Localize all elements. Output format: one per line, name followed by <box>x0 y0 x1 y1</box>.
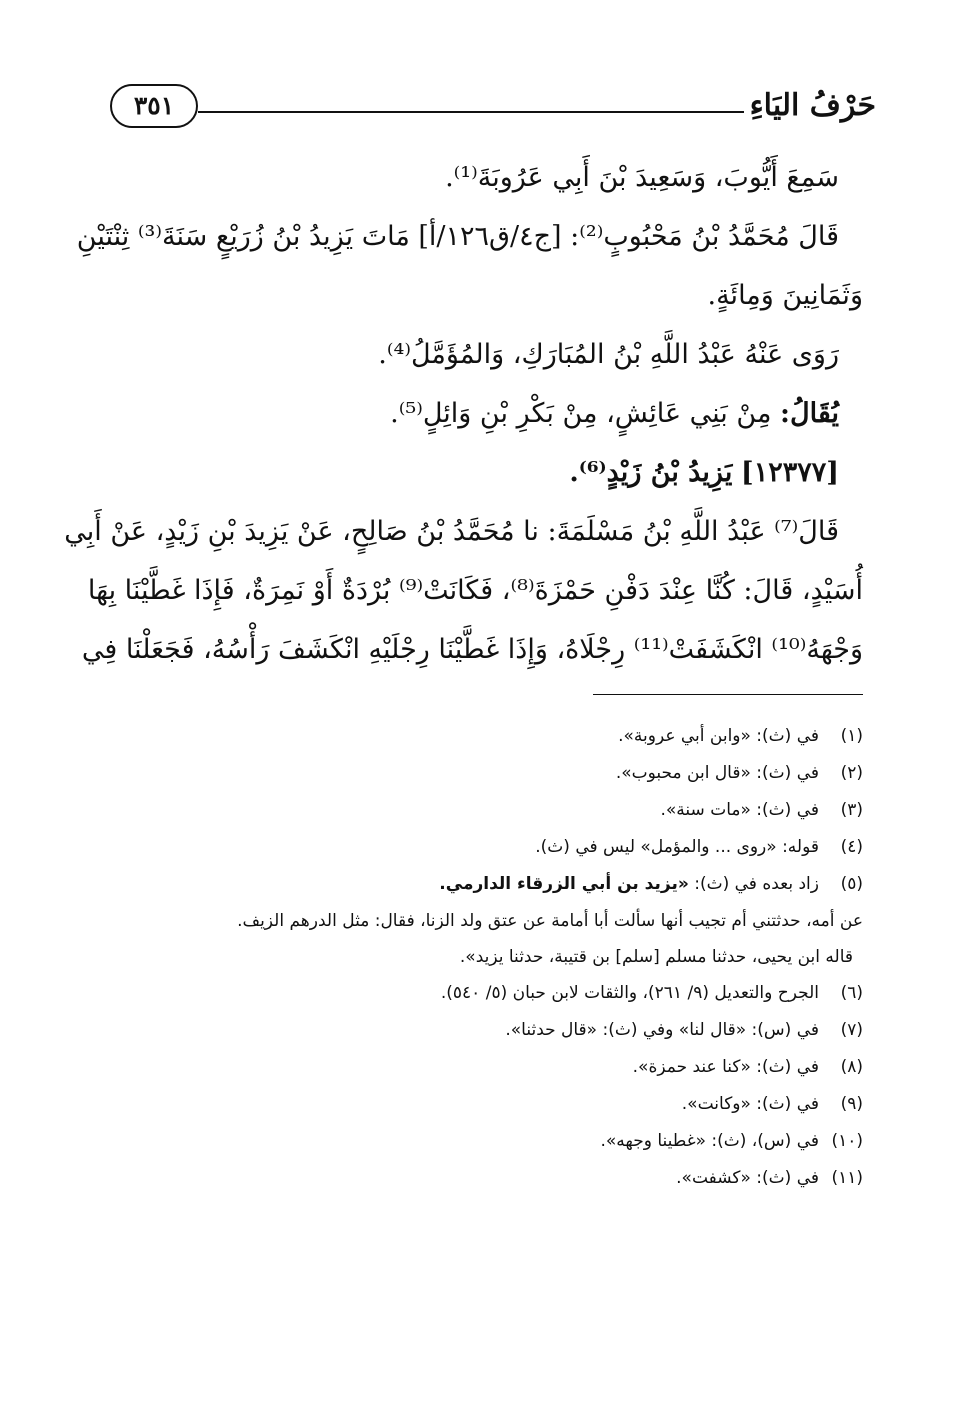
footnote-text: في (ث): «قال ابن محبوب». <box>615 763 819 783</box>
footnote-text: زاد بعده في (ث): <box>694 874 819 894</box>
running-header <box>110 84 876 132</box>
text-line-3: وَثَمَانِينَ وَمِائَةٍ. <box>707 280 863 311</box>
footnote-text: في (س): «قال لنا» وفي (ث): «قال حدثنا». <box>505 1020 819 1040</box>
footnote-7 <box>111 1012 863 1049</box>
footnotes <box>111 718 863 1197</box>
footnote-number: (٤) <box>840 837 863 857</box>
footnote-5 <box>111 866 863 903</box>
footnote-separator <box>593 694 863 695</box>
footnote-3 <box>111 792 863 829</box>
footnote-number: (٨) <box>840 1057 863 1077</box>
footnote-number: (٢) <box>840 763 863 783</box>
footnote-text: الجرح والتعديل (٩/ ٢٦١)، والثقات لابن حبان (٥/ ٥٤٠). <box>440 983 819 1003</box>
text-line-4: رَوَى عَنْهُ عَبْدُ اللَّهِ بْنُ المُبَارَكِ، وَالمُؤَمَّلُ⁽⁴⁾. <box>378 339 839 370</box>
footnote-text: في (ث): «وابن أبي عروبة». <box>618 726 819 746</box>
footnote-5-continuation-2: قاله ابن يحيى، حدثنا مسلم [سلم] بن قتيبة، حدثنا يزيد». <box>459 947 853 967</box>
footnote-6 <box>111 975 863 1012</box>
footnote-11 <box>111 1160 863 1197</box>
footnote-number: (٥) <box>840 874 863 894</box>
footnote-5-continuation: عن أمه، حدثتني أم تجيب أنها سألت أبا أمامة عن عتق ولد الزنا، فقال: مثل الدرهم الزيف. <box>237 911 863 931</box>
footnote-4 <box>111 829 863 866</box>
page-number: ٣٥١ <box>110 84 198 128</box>
footnote-text: في (ث): «وكانت». <box>681 1094 819 1114</box>
entry-number: [١٢٣٧٧] <box>740 457 839 488</box>
main-text <box>64 148 863 679</box>
footnote-number: (٩) <box>840 1094 863 1114</box>
text-line-7: قَالَ⁽⁷⁾ عَبْدُ اللَّهِ بْنُ مَسْلَمَةَ: نا مُحَمَّدُ بْنُ صَالِحٍ، عَنْ يَزِيدَ بْنِ زَيْدٍ، عَنْ أَبِي <box>64 516 839 547</box>
entry-name: يَزِيدُ بْنُ زَيْدٍ⁽⁶⁾. <box>569 457 733 488</box>
footnote-number: (٦) <box>840 983 863 1003</box>
yuqal-label: يُقَالُ: <box>780 398 839 429</box>
entry-heading <box>111 443 863 502</box>
footnote-number: (٧) <box>840 1020 863 1040</box>
footnote-bold-text: «يزيد بن أبي الزرقاء الدارمي. <box>439 874 689 894</box>
footnote-text: قوله: «روى ... والمؤمل» ليس في (ث). <box>535 837 819 857</box>
footnote-text: في (ث): «مات سنة». <box>660 800 819 820</box>
text-line-8: أُسَيْدٍ، قَالَ: كُنَّا عِنْدَ دَفْنِ حَمْزَةَ⁽⁸⁾، فَكَانَتْ⁽⁹⁾ بُرْدَةٌ أَوْ نَمِرَةٌ، فَإِذَا غَطَّيْنَا بِهَا <box>87 575 863 606</box>
text-line-1: سَمِعَ أَيُّوبَ، وَسَعِيدَ بْنَ أَبِي عَرُوبَةَ⁽¹⁾. <box>445 162 839 193</box>
footnote-number: (٣) <box>840 800 863 820</box>
footnote-1 <box>111 718 863 755</box>
footnote-number: (١١) <box>831 1168 863 1188</box>
footnote-text: في (ث): «كشفت». <box>676 1168 819 1188</box>
footnote-number: (١٠) <box>831 1131 863 1151</box>
text-line-2: قَالَ مُحَمَّدُ بْنُ مَحْبُوبٍ⁽²⁾: [ج٤/ق١٢٦/أ] مَاتَ يَزِيدُ بْنُ زُرَيْعٍ سَنَةَ⁽³⁾ ثِنْتَيْنِ <box>76 221 839 252</box>
text-line-9: وَجْهَهُ⁽¹⁰⁾ انْكَشَفَتْ⁽¹¹⁾ رِجْلَاهُ، وَإِذَا غَطَّيْنَا رِجْلَيْهِ انْكَشَفَ رَأْسُهُ، فَجَعَلْنَا فِي <box>81 634 863 665</box>
footnote-number: (١) <box>840 726 863 746</box>
footnote-8 <box>111 1049 863 1086</box>
text-line-5-body: مِنْ بَنِي عَائِشٍ، مِنْ بَكْرِ بْنِ وَائِلٍ⁽⁵⁾. <box>390 398 772 429</box>
footnote-9 <box>111 1086 863 1123</box>
footnote-2 <box>111 755 863 792</box>
footnote-text: في (ث): «كنا عند حمزة». <box>632 1057 819 1077</box>
footnote-text: في (س)، (ث): «غطينا وجهه». <box>600 1131 819 1151</box>
footnote-10 <box>111 1123 863 1160</box>
header-rule <box>198 111 744 113</box>
text-line-5 <box>111 384 863 443</box>
chapter-title: حَرْفُ اليَاءِ <box>749 88 876 123</box>
